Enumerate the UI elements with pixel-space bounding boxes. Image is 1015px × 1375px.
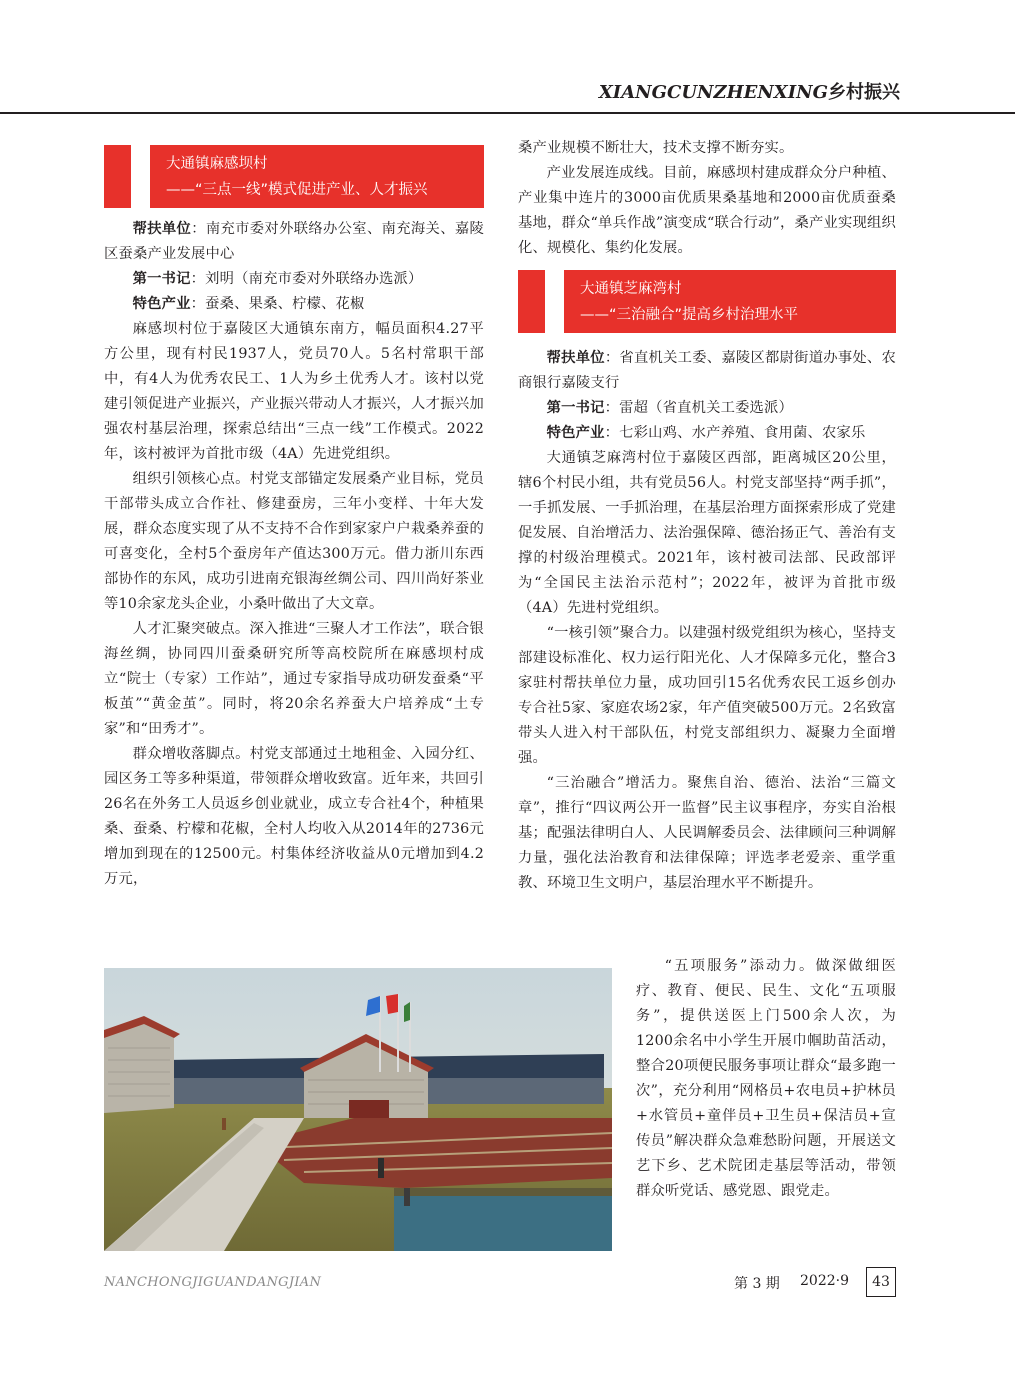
header-rule <box>0 112 1015 114</box>
section1-secretary <box>104 267 484 292</box>
industry-value: ：七彩山鸡、水产养殖、食用菌、农家乐 <box>604 425 866 441</box>
section2-banner <box>518 261 896 326</box>
secretary-label: 第一书记 <box>132 271 191 287</box>
help-value: ：省直机关工委、嘉陵区都尉街道办事处、农商银行嘉陵支行 <box>518 350 896 391</box>
section1-paragraph: 人才汇聚突破点。深入推进“三聚人才工作法”，联合银海丝绸，协同四川蚕桑研究所等高校院所在麻感坝村成立“院士（专家）工作站”，通过专家指导成功研发蚕桑“平板茧”“黄金茧”。同时，将20余名养蚕大户培养成“土专家”和“田秀才”。 <box>104 621 484 737</box>
section1-paragraph: 群众增收落脚点。村党支部通过土地租金、入园分红、园区务工等多种渠道，带领群众增收致富。近年来，共回引26名在外务工人员返乡创业就业，成立专合社4个，种植果桑、蚕桑、柠檬和花椒，全村人均收入从2014年的2736元增加到现在的12500元。村集体经济收益从0元增加到4.2万元， <box>104 746 484 887</box>
secretary-label: 第一书记 <box>546 400 605 416</box>
banner-stripe <box>518 270 545 333</box>
help-label: 帮扶单位 <box>546 350 605 366</box>
section2-industry <box>518 421 896 446</box>
column-title-latin: XIANGCUNZHENXING <box>598 82 828 103</box>
section1-paragraph: 产业发展连成线。目前，麻感坝村建成群众分户种植、产业集中连片的3000亩优质果桑基地和2000亩优质蚕桑基地，群众“单兵作战”演变成“联合行动”，桑产业实现组织化、规模化、集约化发展。 <box>518 165 896 256</box>
banner-stripe <box>104 145 131 208</box>
industry-label: 特色产业 <box>132 296 191 312</box>
section2-paragraph: 大通镇芝麻湾村位于嘉陵区西部，距离城区20公里，辖6个村民小组，共有党员56人。村党支部坚持“两手抓”，一手抓发展、一手抓治理，在基层治理方面探索形成了党建促发展、自治增活力、法治强保障、德治扬正气、善治有支撑的村级治理模式。2021年，该村被司法部、民政部评为“全国民主法治示范村”；2022年，被评为首批市级（4A）先进村党组织。 <box>518 450 896 616</box>
journal-name: NANCHONGJIGUANDANGJIAN <box>104 1275 322 1290</box>
section2-subtitle: ——“三治融合”提高乡村治理水平 <box>580 307 799 323</box>
section2-secretary <box>518 396 896 421</box>
help-label: 帮扶单位 <box>132 221 192 237</box>
banner-box <box>150 145 484 208</box>
float-paragraph <box>636 954 896 1204</box>
section1-industry <box>104 292 484 317</box>
secretary-value: ：雷超（省直机关工委选派） <box>604 400 794 416</box>
section1-banner <box>104 136 484 201</box>
page-header <box>0 0 1015 116</box>
column-title-chinese: 乡村振兴 <box>828 82 900 103</box>
industry-label: 特色产业 <box>546 425 605 441</box>
section1-paragraph: 麻感坝村位于嘉陵区大通镇东南方，幅员面积4.27平方公里，现有村民1937人，党员70人。5名村常职干部中，有4人为优秀农民工、1人为乡土优秀人才。该村以党建引领促进产业振兴，产业振兴带动人才振兴，人才振兴加强农村基层治理，探索总结出“三点一线”工作模式。2022年，该村被评为首批市级（4A）先进党组织。 <box>104 321 484 462</box>
section2-help-units <box>518 346 896 396</box>
left-column <box>104 136 484 892</box>
village-photo-illustration <box>104 968 612 1251</box>
section1-subtitle: ——“三点一线”模式促进产业、人才振兴 <box>166 182 428 198</box>
secretary-value: ：刘明（南充市委对外联络办选派） <box>190 271 423 287</box>
issue-date: 2022·9 <box>800 1273 849 1289</box>
section1-paragraph: 组织引领核心点。村党支部锚定发展桑产业目标，党员干部带头成立合作社、修建蚕房，三年小变样、十年大发展，群众态度实现了从不支持不合作到家家户户栽桑养蚕的可喜变化，全村5个蚕房年产值达300万元。借力浙川东西部协作的东风，成功引进南充银海丝绸公司、四川尚好茶业等10余家龙头企业，小桑叶做出了大文章。 <box>104 471 484 612</box>
section1-title: 大通镇麻感坝村 <box>166 156 268 172</box>
right-column <box>518 136 896 896</box>
page-number: 43 <box>866 1267 896 1297</box>
issue-number: 第 3 期 <box>734 1276 780 1292</box>
section1-help-units <box>104 217 484 267</box>
section2-paragraph: “一核引领”聚合力。以建强村级党组织为核心，坚持支部建设标准化、权力运行阳光化、人才保障多元化，整合3家驻村帮扶单位力量，成功回引15名优秀农民工返乡创办专合社5家、家庭农场2家，年产值突破500万元。2名致富带头人进入村干部队伍，村党支部组织力、凝聚力全面增强。 <box>518 625 896 766</box>
column-title <box>599 78 900 104</box>
banner-box <box>564 270 896 333</box>
industry-value: ：蚕桑、果桑、柠檬、花椒 <box>190 296 365 312</box>
village-photo <box>104 968 612 1251</box>
section2-title: 大通镇芝麻湾村 <box>580 281 682 297</box>
help-value: ：南充市委对外联络办公室、南充海关、嘉陵区蚕桑产业发展中心 <box>104 221 484 262</box>
section2-paragraph: “五项服务”添动力。做深做细医疗、教育、便民、民生、文化“五项服务”，提供送医上门500余人次，为1200余名中小学生开展巾帼助苗活动，整合20项便民服务事项让群众“最多跑一次”，充分利用“网格员+农电员+护林员+水管员+童伴员+卫生员+保洁员+宣传员”解决群众急难愁盼问题，开展送文艺下乡、艺术院团走基层等活动，带领群众听党话、感党恩、跟党走。 <box>636 958 896 1199</box>
section1-paragraph-continued: 桑产业规模不断壮大，技术支撑不断夯实。 <box>518 140 794 156</box>
section2-paragraph: “三治融合”增活力。聚焦自治、德治、法治“三篇文章”，推行“四议两公开一监督”民主议事程序，夯实自治根基；配强法律明白人、人民调解委员会、法律顾问三种调解力量，强化法治教育和法律保障；评选孝老爱亲、重学重教、环境卫生文明户，基层治理水平不断提升。 <box>518 775 896 891</box>
